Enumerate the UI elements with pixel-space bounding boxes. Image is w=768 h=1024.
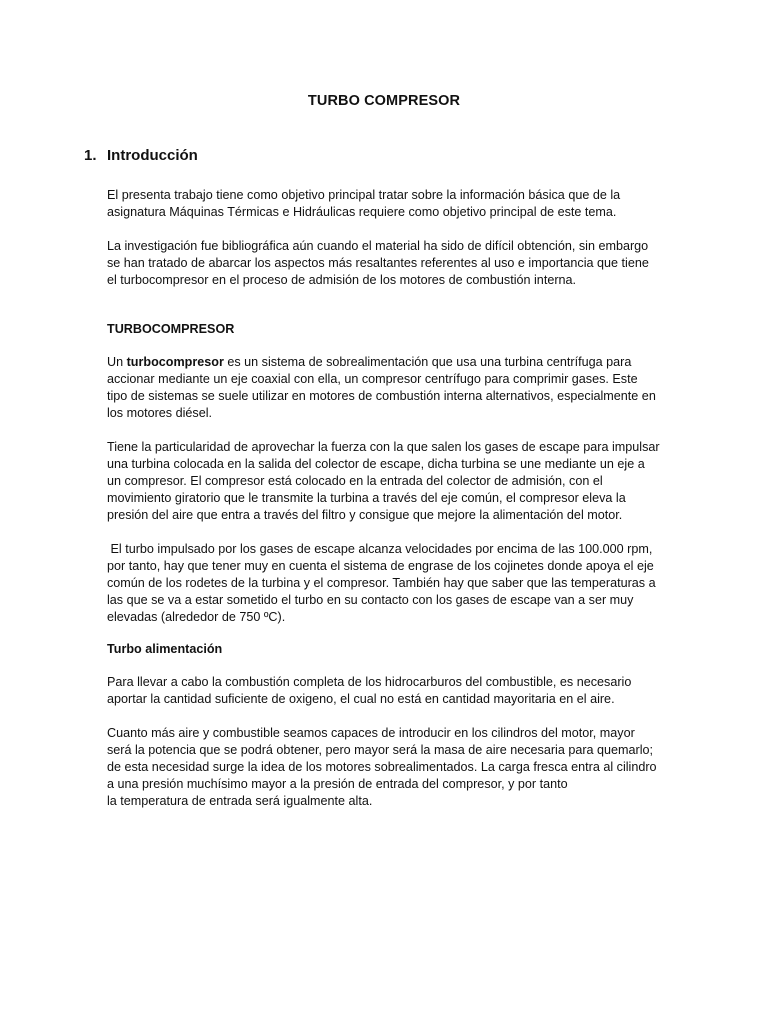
text-line: será la potencia que se podrá obtener, pero mayor será la masa de aire necesaria para quemarlo; — [107, 743, 654, 757]
alimentacion-paragraph-2 — [107, 725, 693, 810]
text-line: se han tratado de abarcar los aspectos más resaltantes referentes al uso e importancia que tiene — [107, 256, 649, 270]
text-line: La investigación fue bibliográfica aún cuando el material ha sido de difícil obtención, sin embargo — [107, 239, 649, 253]
turbo-alimentacion-heading: Turbo alimentación — [107, 642, 223, 656]
text-line: de esta necesidad surge la idea de los motores sobrealimentados. La carga fresca entra al cilindro — [107, 760, 657, 774]
text-line: elevadas (alrededor de 750 ºC). — [107, 610, 286, 624]
turbocompresor-heading: TURBOCOMPRESOR — [107, 322, 235, 336]
section-heading-introduccion — [84, 147, 198, 164]
text-line: Cuanto más aire y combustible seamos capaces de introducir en los cilindros del motor, mayor — [107, 726, 635, 740]
text-line: a una presión muchísimo mayor a la presión de entrada del compresor, y por tanto — [107, 777, 568, 791]
text-line: el turbocompresor en el proceso de admisión de los motores de combustión interna. — [107, 273, 577, 287]
text-line: por tanto, hay que tener muy en cuenta el sistema de engrase de los cojinetes donde apoya el eje — [107, 559, 654, 573]
document-title: TURBO COMPRESOR — [307, 93, 461, 109]
turbocompresor-paragraph-1 — [107, 354, 693, 422]
intro-paragraph-2 — [107, 238, 693, 289]
text-line: la temperatura de entrada será igualmente alta. — [107, 794, 373, 808]
text-line: tipo de sistemas se suele utilizar en motores de combustión interna alternativos, especialmente en — [107, 389, 656, 403]
section-number: 1. — [84, 147, 97, 164]
text-line: aportar la cantidad suficiente de oxigeno, el cual no está en cantidad mayoritaria en el aire. — [107, 692, 615, 706]
intro-paragraph-1 — [107, 187, 693, 221]
alimentacion-paragraph-1 — [107, 674, 693, 708]
text-line: común de los rodetes de la turbina y el compresor. También hay que saber que las temperaturas a — [107, 576, 656, 590]
text-line: Tiene la particularidad de aprovechar la fuerza con la que salen los gases de escape para impulsar — [107, 440, 660, 454]
text-line: El turbo impulsado por los gases de escape alcanza velocidades por encima de las 100.000 rpm, — [107, 542, 653, 556]
text-line: accionar mediante un eje coaxial con ella, un compresor centrífugo para comprimir gases. Este — [107, 372, 638, 386]
text-line: asignatura Máquinas Térmicas e Hidráulicas requiere como objetivo principal de este tema. — [107, 205, 617, 219]
section-title: Introducción — [107, 147, 198, 164]
text-line — [107, 354, 693, 371]
text-line: los motores diésel. — [107, 406, 212, 420]
text-segment: Un — [107, 355, 127, 369]
text-segment: es un sistema de sobrealimentación que usa una turbina centrífuga para — [223, 355, 632, 369]
text-line: El presenta trabajo tiene como objetivo principal tratar sobre la información básica que de la — [107, 188, 621, 202]
bold-term: turbocompresor — [126, 355, 224, 369]
text-line: Para llevar a cabo la combustión completa de los hidrocarburos del combustible, es necesario — [107, 675, 632, 689]
turbocompresor-paragraph-3 — [107, 541, 693, 626]
text-line: una turbina colocada en la salida del colector de escape, dicha turbina se une mediante un eje a — [107, 457, 645, 471]
text-line: presión del aire que entra a través del filtro y consigue que mejore la alimentación del motor. — [107, 508, 623, 522]
turbocompresor-paragraph-2 — [107, 439, 693, 524]
text-line: las que se va a estar sometido el turbo en su contacto con los gases de escape van a ser muy — [107, 593, 634, 607]
text-line: movimiento giratorio que le transmite la turbina a través del eje común, el compresor eleva la — [107, 491, 626, 505]
text-line: un compresor. El compresor está colocado en la entrada del colector de admisión, con el — [107, 474, 603, 488]
